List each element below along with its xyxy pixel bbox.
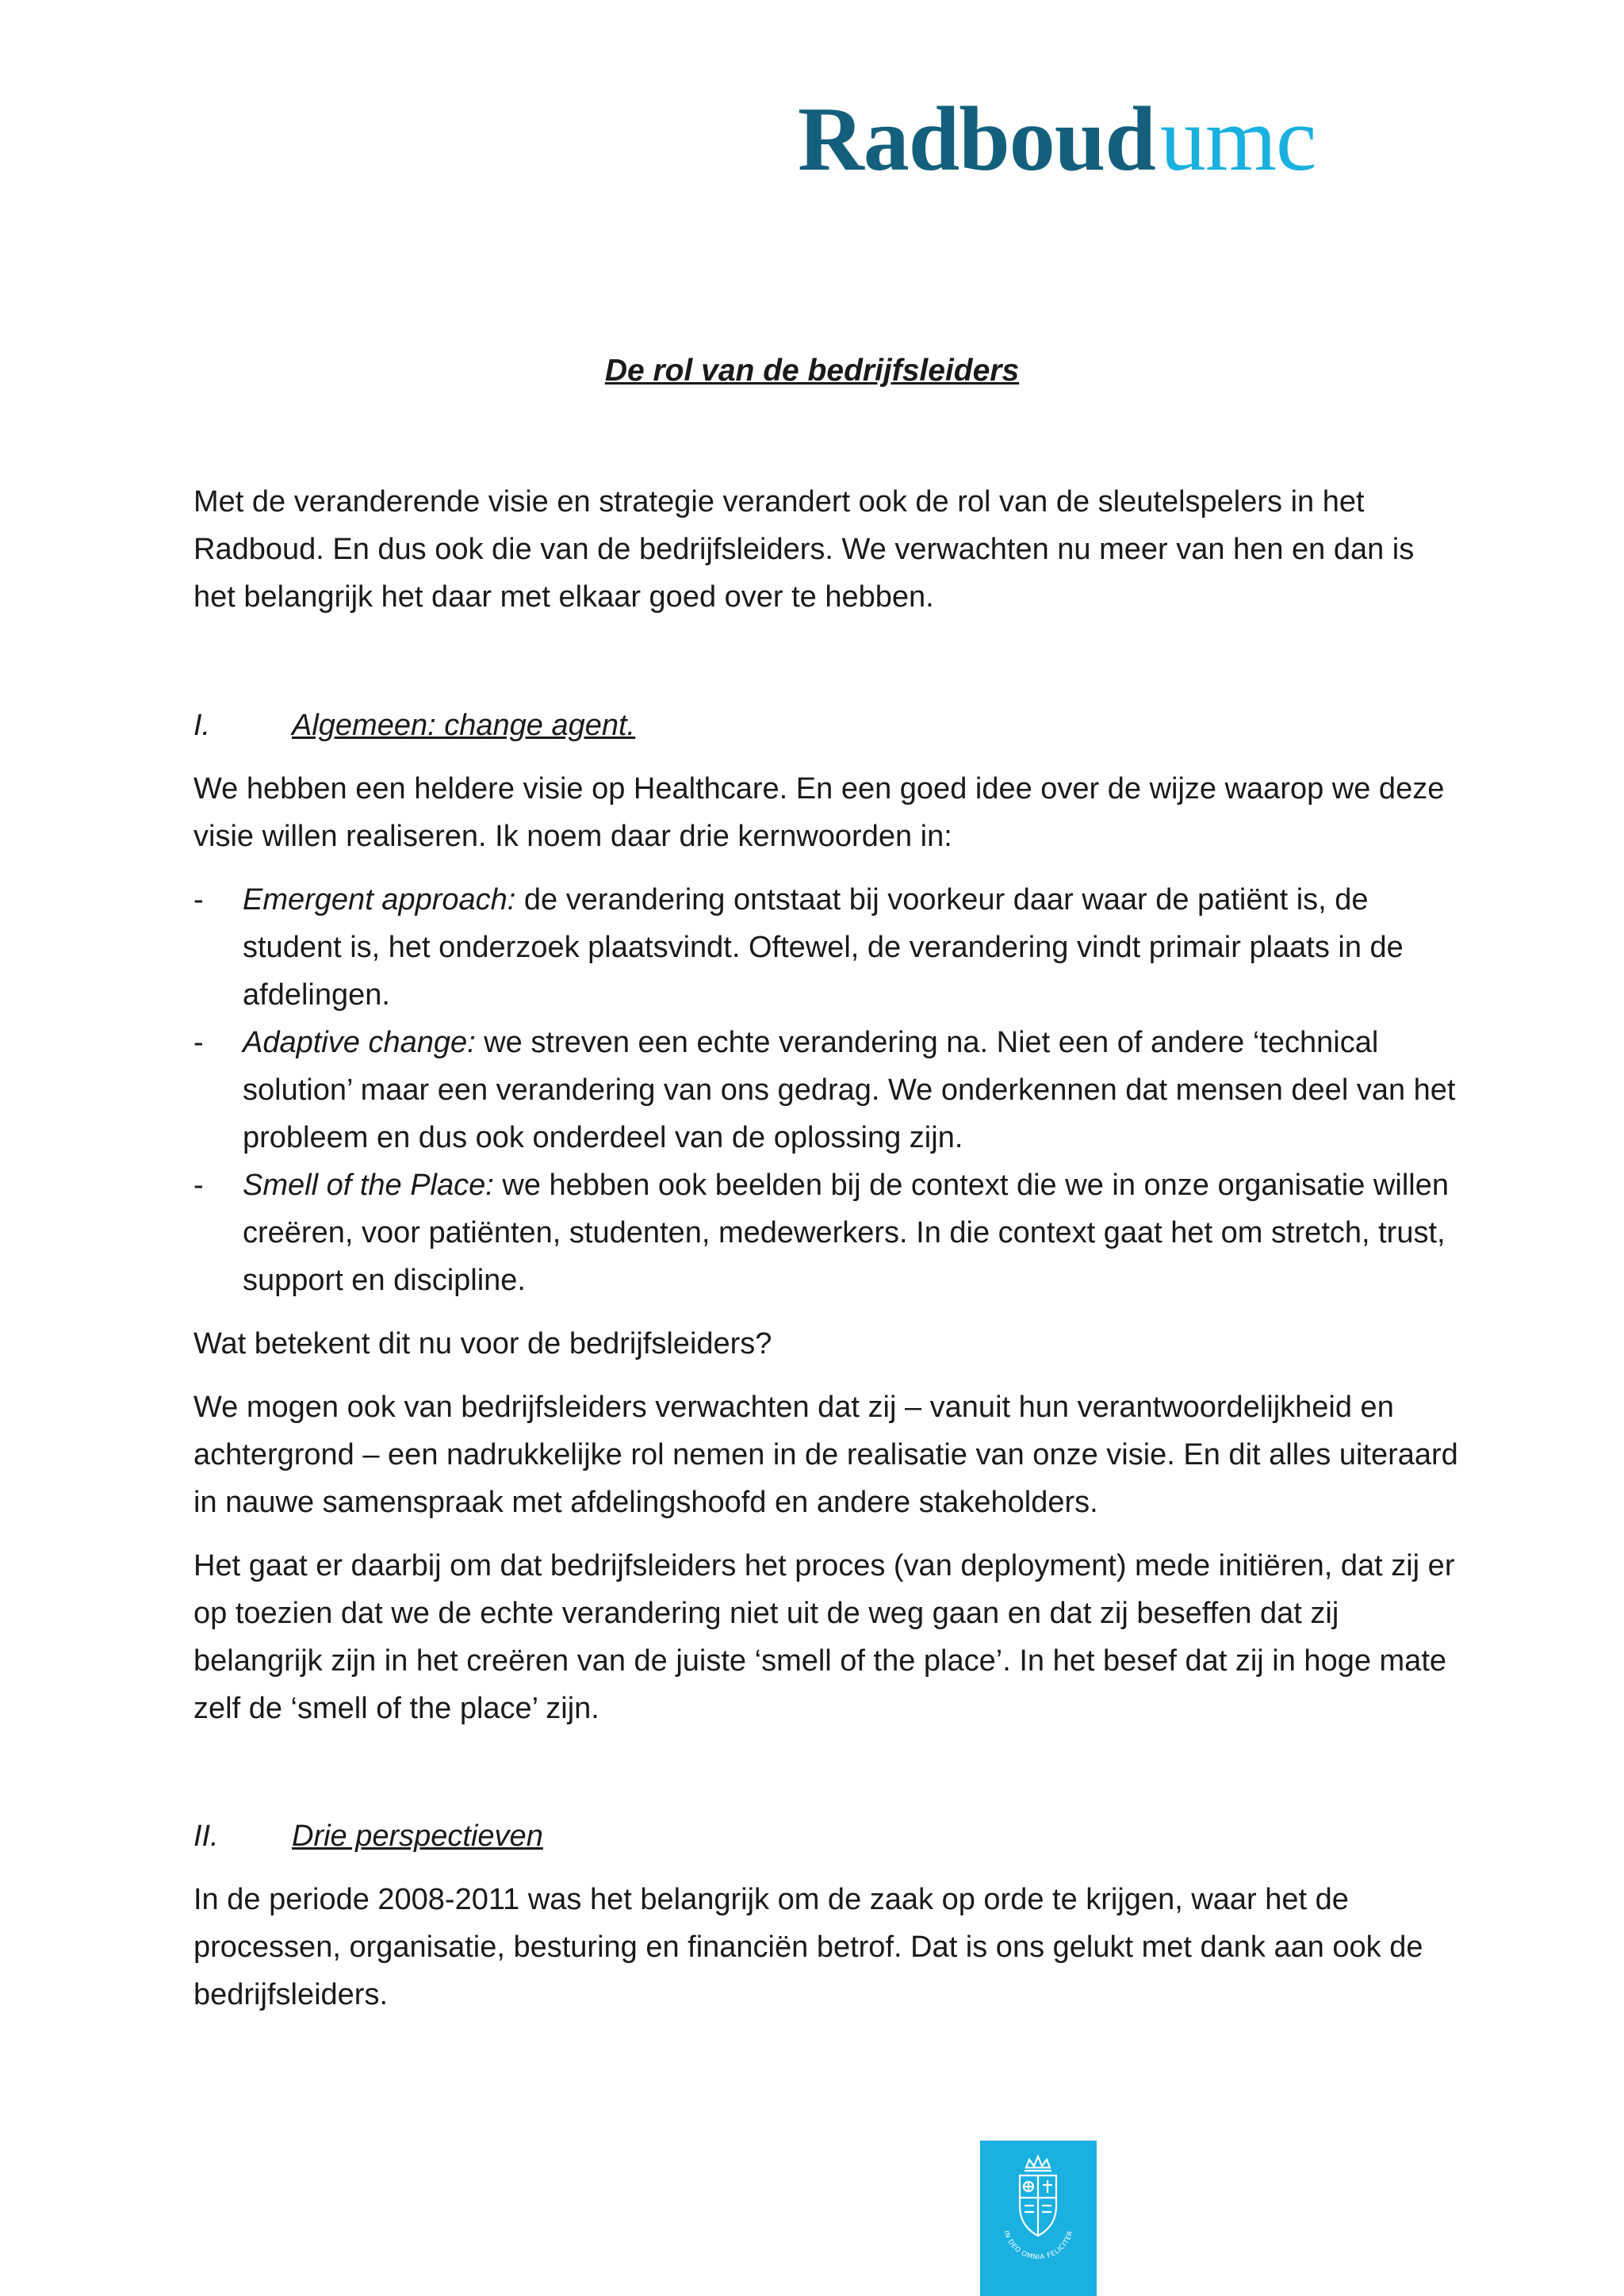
- list-item: [193, 1019, 1462, 1161]
- section-1-paragraph-4: Het gaat er daarbij om dat bedrijfsleiders het proces (van deployment) mede initiëren, dat zij er op toezien dat we de echte verandering niet uit de weg gaan en dat zij beseffen dat zij belangrijk zijn in het creëren van de juiste ‘smell of the place’. In het besef dat zij in hoge mate zelf de ‘smell of the place’ zijn.: [193, 1549, 1455, 1725]
- dash-bullet: -: [193, 883, 204, 916]
- section-1-heading: [193, 702, 1462, 749]
- section-2-number: II.: [193, 1820, 219, 1853]
- svg-text:IN DEO OMNIA FELICITER: [1002, 2229, 1074, 2261]
- section-1-paragraph-1: We hebben een heldere visie op Healthcare. En een goed idee over de wijze waarop we deze visie willen realiseren. Ik noem daar drie kernwoorden in:: [193, 772, 1445, 853]
- list-item-term: Adaptive change:: [243, 1026, 476, 1059]
- university-seal-icon: [980, 2141, 1097, 2296]
- section-1-number: I.: [193, 709, 211, 742]
- section-2-heading: [193, 1812, 1462, 1860]
- section-2-paragraph-1: In de periode 2008-2011 was het belangrijk om de zaak op orde te krijgen, waar het de processen, organisatie, besturing en financiën betrof. Dat is ons gelukt met dank aan ook de bedrijfsleiders.: [193, 1883, 1423, 2011]
- logo-text-radboud: Radboud: [798, 89, 1155, 190]
- radboudumc-logo: [798, 89, 1316, 190]
- document-title: De rol van de bedrijfsleiders: [604, 354, 1020, 388]
- dash-bullet: -: [193, 1026, 204, 1059]
- dash-bullet: -: [193, 1169, 204, 1202]
- list-item-text: we hebben ook beelden bij de context die we in onze organisatie willen creëren, voor patiënten, studenten, medewerkers. In die context gaat het om stretch, trust, support en discipline.: [243, 1169, 1449, 1297]
- section-2-title: Drie perspectieven: [292, 1820, 543, 1853]
- list-item: [193, 1161, 1462, 1304]
- list-item-text: de verandering ontstaat bij voorkeur daar waar de patiënt is, de student is, het onderzoek plaatsvindt. Oftewel, de verandering vindt primair plaats in de afdelingen.: [243, 883, 1404, 1012]
- list-item-term: Emergent approach:: [243, 883, 516, 916]
- document-body: [193, 478, 1462, 2019]
- section-1-paragraph-2: Wat betekent dit nu voor de bedrijfsleiders?: [193, 1327, 772, 1360]
- seal-motto: IN DEO OMNIA FELICITER: [1002, 2229, 1075, 2262]
- list-item-term: Smell of the Place:: [243, 1169, 494, 1202]
- list-item: [193, 876, 1462, 1019]
- intro-paragraph: Met de veranderende visie en strategie verandert ook de rol van de sleutelspelers in het Radboud. En dus ook die van de bedrijfsleiders. We verwachten nu meer van hen en dan is het belangrijk het daar met elkaar goed over te hebben.: [193, 485, 1415, 614]
- section-1-title: Algemeen: change agent.: [292, 709, 636, 742]
- section-1-paragraph-3: We mogen ook van bedrijfsleiders verwachten dat zij – vanuit hun verantwoordelijkheid en achtergrond – een nadrukkelijke rol nemen in de realisatie van onze visie. En dit alles uiteraard in nauwe samenspraak met afdelingshoofd en andere stakeholders.: [193, 1391, 1458, 1519]
- logo-text-umc: umc: [1159, 89, 1316, 190]
- keyword-list: [193, 876, 1462, 1304]
- list-item-text: we streven een echte verandering na. Niet een of andere ‘technical solution’ maar een verandering van ons gedrag. We onderkennen dat mensen deel van het probleem en dus ook onderdeel van de oplossing zijn.: [243, 1026, 1456, 1154]
